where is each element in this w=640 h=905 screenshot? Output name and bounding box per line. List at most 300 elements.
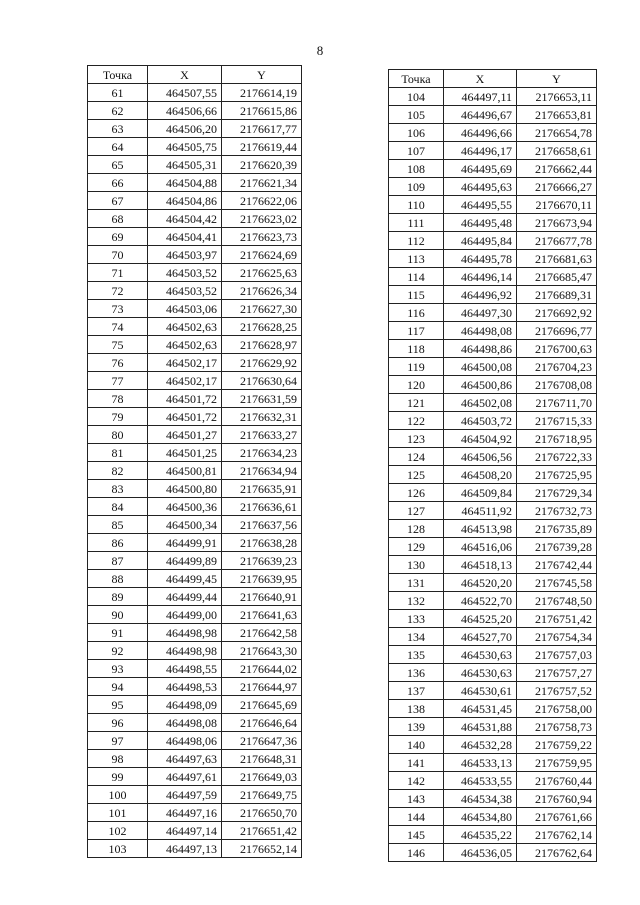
x-coordinate-cell: 464495,69 bbox=[444, 160, 517, 178]
y-coordinate-cell: 2176622,06 bbox=[222, 192, 302, 210]
x-coordinate-cell: 464530,63 bbox=[444, 664, 517, 682]
x-coordinate-cell: 464500,34 bbox=[148, 516, 222, 534]
x-coordinate-cell: 464503,52 bbox=[148, 282, 222, 300]
y-coordinate-cell: 2176762,64 bbox=[517, 844, 597, 862]
table-row bbox=[389, 214, 597, 232]
y-coordinate-cell: 2176760,94 bbox=[517, 790, 597, 808]
point-number-cell: 131 bbox=[389, 574, 444, 592]
y-coordinate-cell: 2176617,77 bbox=[222, 120, 302, 138]
y-coordinate-cell: 2176742,44 bbox=[517, 556, 597, 574]
y-coordinate-cell: 2176760,44 bbox=[517, 772, 597, 790]
table-row bbox=[88, 174, 302, 192]
x-coordinate-cell: 464500,81 bbox=[148, 462, 222, 480]
point-number-cell: 146 bbox=[389, 844, 444, 862]
coordinates-table-right bbox=[388, 69, 597, 862]
x-coordinate-cell: 464508,20 bbox=[444, 466, 517, 484]
y-coordinate-cell: 2176718,95 bbox=[517, 430, 597, 448]
point-number-cell: 77 bbox=[88, 372, 148, 390]
point-number-cell: 140 bbox=[389, 736, 444, 754]
x-coordinate-cell: 464497,14 bbox=[148, 822, 222, 840]
point-number-cell: 130 bbox=[389, 556, 444, 574]
point-number-cell: 108 bbox=[389, 160, 444, 178]
x-coordinate-cell: 464497,61 bbox=[148, 768, 222, 786]
x-coordinate-cell: 464527,70 bbox=[444, 628, 517, 646]
point-number-cell: 80 bbox=[88, 426, 148, 444]
point-number-cell: 114 bbox=[389, 268, 444, 286]
x-coordinate-cell: 464495,78 bbox=[444, 250, 517, 268]
point-number-cell: 84 bbox=[88, 498, 148, 516]
table-row bbox=[88, 300, 302, 318]
point-number-cell: 62 bbox=[88, 102, 148, 120]
y-coordinate-cell: 2176666,27 bbox=[517, 178, 597, 196]
point-number-cell: 90 bbox=[88, 606, 148, 624]
y-coordinate-cell: 2176652,14 bbox=[222, 840, 302, 858]
x-coordinate-cell: 464501,27 bbox=[148, 426, 222, 444]
x-coordinate-cell: 464496,66 bbox=[444, 124, 517, 142]
table-row bbox=[88, 678, 302, 696]
y-coordinate-cell: 2176641,63 bbox=[222, 606, 302, 624]
table-row bbox=[389, 448, 597, 466]
point-number-cell: 79 bbox=[88, 408, 148, 426]
point-number-cell: 85 bbox=[88, 516, 148, 534]
table-row bbox=[88, 570, 302, 588]
x-coordinate-cell: 464496,92 bbox=[444, 286, 517, 304]
table-row bbox=[88, 120, 302, 138]
point-number-cell: 132 bbox=[389, 592, 444, 610]
table-row bbox=[389, 718, 597, 736]
table-row bbox=[88, 768, 302, 786]
point-number-cell: 121 bbox=[389, 394, 444, 412]
y-coordinate-cell: 2176634,94 bbox=[222, 462, 302, 480]
x-coordinate-cell: 464496,67 bbox=[444, 106, 517, 124]
x-coordinate-cell: 464511,92 bbox=[444, 502, 517, 520]
point-number-cell: 66 bbox=[88, 174, 148, 192]
point-number-cell: 112 bbox=[389, 232, 444, 250]
point-number-cell: 144 bbox=[389, 808, 444, 826]
y-coordinate-cell: 2176751,42 bbox=[517, 610, 597, 628]
table-row bbox=[88, 516, 302, 534]
x-coordinate-cell: 464507,55 bbox=[148, 84, 222, 102]
point-number-cell: 82 bbox=[88, 462, 148, 480]
x-coordinate-cell: 464533,13 bbox=[444, 754, 517, 772]
table-row bbox=[389, 808, 597, 826]
point-number-cell: 70 bbox=[88, 246, 148, 264]
table-row bbox=[389, 160, 597, 178]
y-coordinate-cell: 2176677,78 bbox=[517, 232, 597, 250]
table-row bbox=[88, 246, 302, 264]
point-number-cell: 136 bbox=[389, 664, 444, 682]
y-coordinate-cell: 2176647,36 bbox=[222, 732, 302, 750]
point-number-cell: 100 bbox=[88, 786, 148, 804]
y-coordinate-cell: 2176653,81 bbox=[517, 106, 597, 124]
x-coordinate-cell: 464504,92 bbox=[444, 430, 517, 448]
point-number-cell: 127 bbox=[389, 502, 444, 520]
y-coordinate-cell: 2176722,33 bbox=[517, 448, 597, 466]
y-coordinate-cell: 2176673,94 bbox=[517, 214, 597, 232]
x-coordinate-cell: 464525,20 bbox=[444, 610, 517, 628]
table-row bbox=[88, 750, 302, 768]
point-number-cell: 83 bbox=[88, 480, 148, 498]
y-coordinate-cell: 2176761,66 bbox=[517, 808, 597, 826]
point-number-cell: 138 bbox=[389, 700, 444, 718]
x-coordinate-cell: 464498,86 bbox=[444, 340, 517, 358]
x-coordinate-cell: 464502,63 bbox=[148, 318, 222, 336]
table-row bbox=[88, 714, 302, 732]
point-number-cell: 101 bbox=[88, 804, 148, 822]
x-coordinate-cell: 464496,17 bbox=[444, 142, 517, 160]
table-header-row bbox=[88, 66, 302, 84]
table-row bbox=[88, 408, 302, 426]
x-coordinate-cell: 464495,48 bbox=[444, 214, 517, 232]
x-coordinate-cell: 464504,88 bbox=[148, 174, 222, 192]
table-row bbox=[88, 642, 302, 660]
point-number-cell: 124 bbox=[389, 448, 444, 466]
y-coordinate-cell: 2176670,11 bbox=[517, 196, 597, 214]
y-coordinate-cell: 2176650,70 bbox=[222, 804, 302, 822]
table-row bbox=[389, 772, 597, 790]
point-number-cell: 71 bbox=[88, 264, 148, 282]
table-row bbox=[389, 484, 597, 502]
x-coordinate-cell: 464498,06 bbox=[148, 732, 222, 750]
table-row bbox=[88, 624, 302, 642]
point-number-cell: 97 bbox=[88, 732, 148, 750]
point-number-cell: 115 bbox=[389, 286, 444, 304]
point-number-cell: 122 bbox=[389, 412, 444, 430]
x-coordinate-cell: 464497,59 bbox=[148, 786, 222, 804]
point-number-cell: 92 bbox=[88, 642, 148, 660]
x-coordinate-cell: 464497,11 bbox=[444, 88, 517, 106]
x-coordinate-cell: 464516,06 bbox=[444, 538, 517, 556]
x-coordinate-cell: 464499,44 bbox=[148, 588, 222, 606]
y-coordinate-cell: 2176689,31 bbox=[517, 286, 597, 304]
x-coordinate-cell: 464513,98 bbox=[444, 520, 517, 538]
table-row bbox=[389, 250, 597, 268]
x-coordinate-cell: 464506,56 bbox=[444, 448, 517, 466]
point-number-cell: 133 bbox=[389, 610, 444, 628]
table-row bbox=[389, 628, 597, 646]
table-row bbox=[389, 196, 597, 214]
y-coordinate-cell: 2176708,08 bbox=[517, 376, 597, 394]
y-coordinate-cell: 2176739,28 bbox=[517, 538, 597, 556]
y-coordinate-cell: 2176632,31 bbox=[222, 408, 302, 426]
x-coordinate-cell: 464495,63 bbox=[444, 178, 517, 196]
y-coordinate-cell: 2176642,58 bbox=[222, 624, 302, 642]
table-row bbox=[88, 390, 302, 408]
y-coordinate-cell: 2176732,73 bbox=[517, 502, 597, 520]
x-coordinate-cell: 464504,41 bbox=[148, 228, 222, 246]
x-coordinate-cell: 464502,17 bbox=[148, 354, 222, 372]
table-row bbox=[88, 192, 302, 210]
table-row bbox=[88, 102, 302, 120]
y-coordinate-cell: 2176633,27 bbox=[222, 426, 302, 444]
y-coordinate-cell: 2176640,91 bbox=[222, 588, 302, 606]
header-y: Y bbox=[517, 70, 597, 88]
x-coordinate-cell: 464530,63 bbox=[444, 646, 517, 664]
x-coordinate-cell: 464502,63 bbox=[148, 336, 222, 354]
point-number-cell: 117 bbox=[389, 322, 444, 340]
x-coordinate-cell: 464533,55 bbox=[444, 772, 517, 790]
table-row bbox=[88, 336, 302, 354]
point-number-cell: 74 bbox=[88, 318, 148, 336]
table-row bbox=[88, 210, 302, 228]
point-number-cell: 93 bbox=[88, 660, 148, 678]
point-number-cell: 76 bbox=[88, 354, 148, 372]
table-row bbox=[389, 700, 597, 718]
table-row bbox=[389, 664, 597, 682]
y-coordinate-cell: 2176757,03 bbox=[517, 646, 597, 664]
point-number-cell: 81 bbox=[88, 444, 148, 462]
point-number-cell: 68 bbox=[88, 210, 148, 228]
x-coordinate-cell: 464496,14 bbox=[444, 268, 517, 286]
table-row bbox=[389, 844, 597, 862]
table-row bbox=[389, 754, 597, 772]
x-coordinate-cell: 464498,09 bbox=[148, 696, 222, 714]
x-coordinate-cell: 464505,31 bbox=[148, 156, 222, 174]
point-number-cell: 99 bbox=[88, 768, 148, 786]
y-coordinate-cell: 2176735,89 bbox=[517, 520, 597, 538]
table-row bbox=[88, 264, 302, 282]
point-number-cell: 123 bbox=[389, 430, 444, 448]
x-coordinate-cell: 464501,72 bbox=[148, 390, 222, 408]
point-number-cell: 137 bbox=[389, 682, 444, 700]
point-number-cell: 88 bbox=[88, 570, 148, 588]
x-coordinate-cell: 464497,16 bbox=[148, 804, 222, 822]
x-coordinate-cell: 464536,05 bbox=[444, 844, 517, 862]
x-coordinate-cell: 464535,22 bbox=[444, 826, 517, 844]
point-number-cell: 135 bbox=[389, 646, 444, 664]
y-coordinate-cell: 2176615,86 bbox=[222, 102, 302, 120]
y-coordinate-cell: 2176696,77 bbox=[517, 322, 597, 340]
table-row bbox=[389, 466, 597, 484]
point-number-cell: 73 bbox=[88, 300, 148, 318]
x-coordinate-cell: 464499,00 bbox=[148, 606, 222, 624]
point-number-cell: 118 bbox=[389, 340, 444, 358]
point-number-cell: 141 bbox=[389, 754, 444, 772]
point-number-cell: 94 bbox=[88, 678, 148, 696]
table-row bbox=[88, 282, 302, 300]
x-coordinate-cell: 464503,72 bbox=[444, 412, 517, 430]
table-row bbox=[88, 498, 302, 516]
x-coordinate-cell: 464504,86 bbox=[148, 192, 222, 210]
y-coordinate-cell: 2176623,73 bbox=[222, 228, 302, 246]
table-row bbox=[389, 268, 597, 286]
y-coordinate-cell: 2176762,14 bbox=[517, 826, 597, 844]
x-coordinate-cell: 464534,38 bbox=[444, 790, 517, 808]
y-coordinate-cell: 2176631,59 bbox=[222, 390, 302, 408]
x-coordinate-cell: 464501,25 bbox=[148, 444, 222, 462]
y-coordinate-cell: 2176636,61 bbox=[222, 498, 302, 516]
y-coordinate-cell: 2176627,30 bbox=[222, 300, 302, 318]
point-number-cell: 89 bbox=[88, 588, 148, 606]
y-coordinate-cell: 2176646,64 bbox=[222, 714, 302, 732]
header-x: X bbox=[444, 70, 517, 88]
point-number-cell: 63 bbox=[88, 120, 148, 138]
y-coordinate-cell: 2176614,19 bbox=[222, 84, 302, 102]
y-coordinate-cell: 2176748,50 bbox=[517, 592, 597, 610]
table-row bbox=[389, 304, 597, 322]
y-coordinate-cell: 2176692,92 bbox=[517, 304, 597, 322]
y-coordinate-cell: 2176681,63 bbox=[517, 250, 597, 268]
table-row bbox=[389, 232, 597, 250]
table-row bbox=[88, 732, 302, 750]
x-coordinate-cell: 464501,72 bbox=[148, 408, 222, 426]
x-coordinate-cell: 464500,36 bbox=[148, 498, 222, 516]
point-number-cell: 142 bbox=[389, 772, 444, 790]
y-coordinate-cell: 2176715,33 bbox=[517, 412, 597, 430]
y-coordinate-cell: 2176651,42 bbox=[222, 822, 302, 840]
table-row bbox=[389, 790, 597, 808]
point-number-cell: 87 bbox=[88, 552, 148, 570]
table-row bbox=[389, 376, 597, 394]
point-number-cell: 65 bbox=[88, 156, 148, 174]
y-coordinate-cell: 2176644,97 bbox=[222, 678, 302, 696]
y-coordinate-cell: 2176700,63 bbox=[517, 340, 597, 358]
x-coordinate-cell: 464534,80 bbox=[444, 808, 517, 826]
table-row bbox=[88, 318, 302, 336]
x-coordinate-cell: 464532,28 bbox=[444, 736, 517, 754]
table-header-row bbox=[389, 70, 597, 88]
point-number-cell: 69 bbox=[88, 228, 148, 246]
table-row bbox=[88, 444, 302, 462]
x-coordinate-cell: 464498,98 bbox=[148, 642, 222, 660]
point-number-cell: 125 bbox=[389, 466, 444, 484]
table-row bbox=[88, 480, 302, 498]
x-coordinate-cell: 464500,86 bbox=[444, 376, 517, 394]
x-coordinate-cell: 464498,08 bbox=[148, 714, 222, 732]
point-number-cell: 64 bbox=[88, 138, 148, 156]
y-coordinate-cell: 2176629,92 bbox=[222, 354, 302, 372]
table-row bbox=[389, 358, 597, 376]
y-coordinate-cell: 2176758,00 bbox=[517, 700, 597, 718]
point-number-cell: 109 bbox=[389, 178, 444, 196]
table-row bbox=[88, 138, 302, 156]
x-coordinate-cell: 464520,20 bbox=[444, 574, 517, 592]
table-row bbox=[88, 462, 302, 480]
y-coordinate-cell: 2176759,95 bbox=[517, 754, 597, 772]
point-number-cell: 107 bbox=[389, 142, 444, 160]
point-number-cell: 119 bbox=[389, 358, 444, 376]
table-row bbox=[389, 592, 597, 610]
point-number-cell: 113 bbox=[389, 250, 444, 268]
x-coordinate-cell: 464506,20 bbox=[148, 120, 222, 138]
y-coordinate-cell: 2176637,56 bbox=[222, 516, 302, 534]
y-coordinate-cell: 2176644,02 bbox=[222, 660, 302, 678]
header-point: Точка bbox=[88, 66, 148, 84]
point-number-cell: 78 bbox=[88, 390, 148, 408]
y-coordinate-cell: 2176643,30 bbox=[222, 642, 302, 660]
x-coordinate-cell: 464498,98 bbox=[148, 624, 222, 642]
y-coordinate-cell: 2176624,69 bbox=[222, 246, 302, 264]
x-coordinate-cell: 464495,84 bbox=[444, 232, 517, 250]
x-coordinate-cell: 464531,45 bbox=[444, 700, 517, 718]
point-number-cell: 143 bbox=[389, 790, 444, 808]
point-number-cell: 116 bbox=[389, 304, 444, 322]
table-row bbox=[88, 696, 302, 714]
table-row bbox=[389, 502, 597, 520]
x-coordinate-cell: 464530,61 bbox=[444, 682, 517, 700]
point-number-cell: 126 bbox=[389, 484, 444, 502]
y-coordinate-cell: 2176648,31 bbox=[222, 750, 302, 768]
x-coordinate-cell: 464499,45 bbox=[148, 570, 222, 588]
table-row bbox=[88, 534, 302, 552]
x-coordinate-cell: 464531,88 bbox=[444, 718, 517, 736]
point-number-cell: 111 bbox=[389, 214, 444, 232]
table-row bbox=[88, 804, 302, 822]
table-row bbox=[389, 124, 597, 142]
point-number-cell: 129 bbox=[389, 538, 444, 556]
y-coordinate-cell: 2176685,47 bbox=[517, 268, 597, 286]
point-number-cell: 120 bbox=[389, 376, 444, 394]
table-row bbox=[389, 610, 597, 628]
y-coordinate-cell: 2176634,23 bbox=[222, 444, 302, 462]
y-coordinate-cell: 2176628,97 bbox=[222, 336, 302, 354]
y-coordinate-cell: 2176639,95 bbox=[222, 570, 302, 588]
table-row bbox=[389, 178, 597, 196]
table-row bbox=[389, 682, 597, 700]
y-coordinate-cell: 2176626,34 bbox=[222, 282, 302, 300]
x-coordinate-cell: 464499,91 bbox=[148, 534, 222, 552]
y-coordinate-cell: 2176630,64 bbox=[222, 372, 302, 390]
x-coordinate-cell: 464509,84 bbox=[444, 484, 517, 502]
table-row bbox=[88, 660, 302, 678]
x-coordinate-cell: 464503,52 bbox=[148, 264, 222, 282]
table-row bbox=[389, 286, 597, 304]
table-row bbox=[88, 84, 302, 102]
table-row bbox=[88, 156, 302, 174]
y-coordinate-cell: 2176757,52 bbox=[517, 682, 597, 700]
x-coordinate-cell: 464503,97 bbox=[148, 246, 222, 264]
y-coordinate-cell: 2176623,02 bbox=[222, 210, 302, 228]
table-row bbox=[389, 394, 597, 412]
x-coordinate-cell: 464502,17 bbox=[148, 372, 222, 390]
table-row bbox=[88, 606, 302, 624]
x-coordinate-cell: 464518,13 bbox=[444, 556, 517, 574]
x-coordinate-cell: 464498,55 bbox=[148, 660, 222, 678]
y-coordinate-cell: 2176645,69 bbox=[222, 696, 302, 714]
x-coordinate-cell: 464506,66 bbox=[148, 102, 222, 120]
point-number-cell: 61 bbox=[88, 84, 148, 102]
table-row bbox=[389, 736, 597, 754]
point-number-cell: 106 bbox=[389, 124, 444, 142]
x-coordinate-cell: 464504,42 bbox=[148, 210, 222, 228]
table-row bbox=[88, 840, 302, 858]
y-coordinate-cell: 2176745,58 bbox=[517, 574, 597, 592]
table-row bbox=[389, 412, 597, 430]
x-coordinate-cell: 464498,08 bbox=[444, 322, 517, 340]
table-row bbox=[389, 430, 597, 448]
point-number-cell: 67 bbox=[88, 192, 148, 210]
y-coordinate-cell: 2176754,34 bbox=[517, 628, 597, 646]
y-coordinate-cell: 2176654,78 bbox=[517, 124, 597, 142]
y-coordinate-cell: 2176704,23 bbox=[517, 358, 597, 376]
point-number-cell: 95 bbox=[88, 696, 148, 714]
point-number-cell: 75 bbox=[88, 336, 148, 354]
x-coordinate-cell: 464499,89 bbox=[148, 552, 222, 570]
x-coordinate-cell: 464497,13 bbox=[148, 840, 222, 858]
point-number-cell: 134 bbox=[389, 628, 444, 646]
y-coordinate-cell: 2176620,39 bbox=[222, 156, 302, 174]
y-coordinate-cell: 2176621,34 bbox=[222, 174, 302, 192]
point-number-cell: 91 bbox=[88, 624, 148, 642]
y-coordinate-cell: 2176758,73 bbox=[517, 718, 597, 736]
x-coordinate-cell: 464522,70 bbox=[444, 592, 517, 610]
x-coordinate-cell: 464505,75 bbox=[148, 138, 222, 156]
table-row bbox=[389, 574, 597, 592]
table-row bbox=[88, 354, 302, 372]
x-coordinate-cell: 464495,55 bbox=[444, 196, 517, 214]
x-coordinate-cell: 464503,06 bbox=[148, 300, 222, 318]
table-row bbox=[389, 142, 597, 160]
